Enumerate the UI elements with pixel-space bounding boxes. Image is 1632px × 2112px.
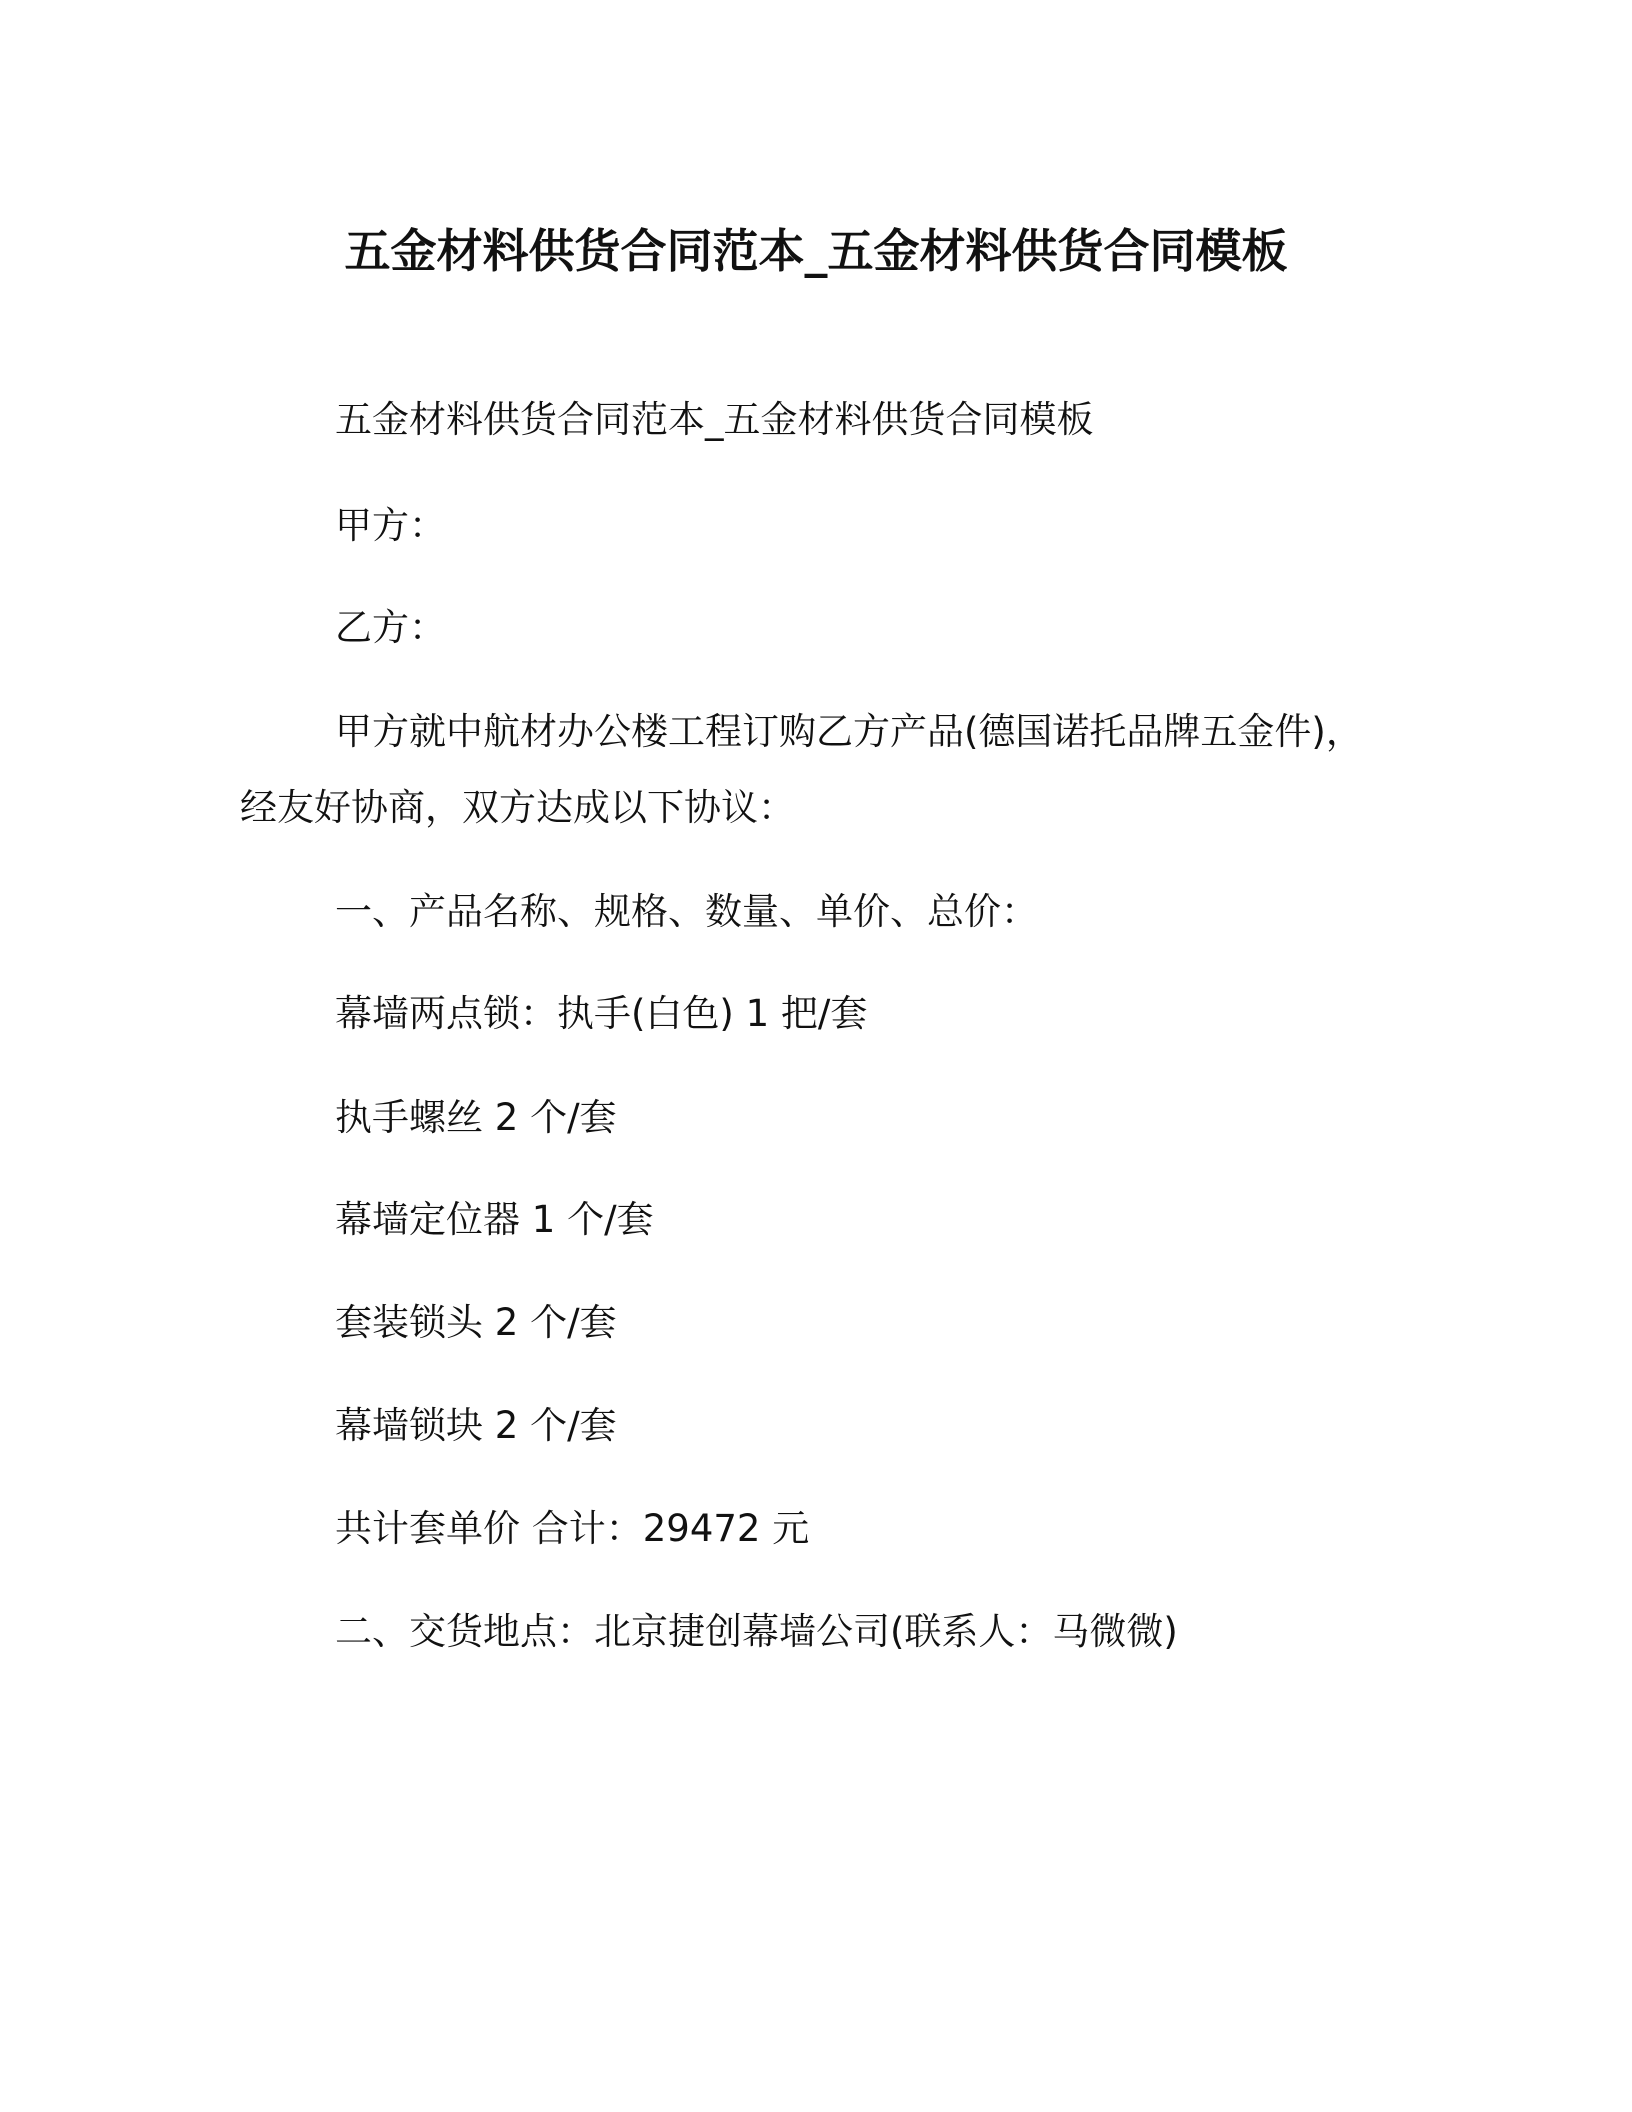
item-line: 幕墙锁块 2 个/套	[335, 1404, 617, 1447]
party-b-line: 乙方：	[335, 606, 446, 649]
item-line: 幕墙定位器 1 个/套	[335, 1198, 654, 1241]
intro-paragraph-line-2: 经友好协商，双方达成以下协议：	[240, 786, 795, 829]
item-line: 幕墙两点锁：执手(白色) 1 把/套	[335, 992, 868, 1035]
item-line: 套装锁头 2 个/套	[335, 1301, 617, 1344]
intro-paragraph-line-1: 甲方就中航材办公楼工程订购乙方产品(德国诺托品牌五金件)，	[335, 710, 1363, 753]
item-line: 执手螺丝 2 个/套	[335, 1096, 617, 1139]
document-title: 五金材料供货合同范本_五金材料供货合同模板	[344, 224, 1288, 278]
section-2-heading: 二、交货地点：北京捷创幕墙公司(联系人：马微微)	[335, 1610, 1178, 1653]
subtitle-paragraph: 五金材料供货合同范本_五金材料供货合同模板	[335, 398, 1094, 441]
party-a-line: 甲方：	[335, 504, 446, 547]
section-1-heading: 一、产品名称、规格、数量、单价、总价：	[335, 890, 1038, 933]
total-line: 共计套单价 合计：29472 元	[335, 1507, 810, 1550]
